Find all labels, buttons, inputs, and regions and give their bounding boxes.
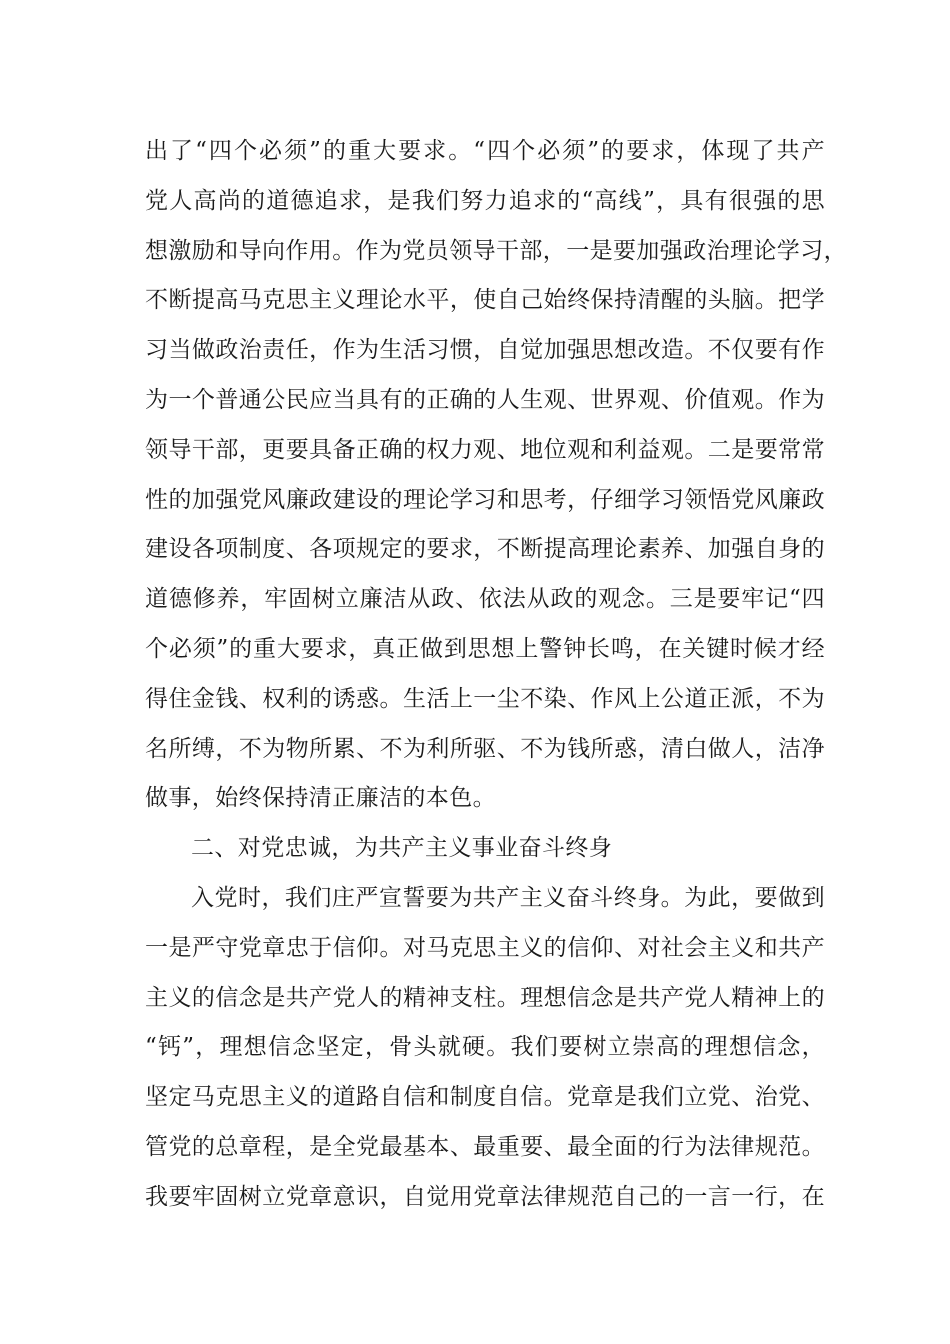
- text-line: 得住金钱、权利的诱惑。生活上一尘不染、作风上公道正派，不为: [145, 685, 825, 712]
- text-line: 一是严守党章忠于信仰。对马克思主义的信仰、对社会主义和共产: [145, 934, 825, 961]
- text-line: 管党的总章程，是全党最基本、最重要、最全面的行为法律规范。: [145, 1133, 825, 1160]
- document-body: [145, 127, 847, 1223]
- text-line: 不断提高马克思主义理论水平，使自己始终保持清醒的头脑。把学: [145, 287, 825, 314]
- text-line: 为一个普通公民应当具有的正确的人生观、世界观、价值观。作为: [145, 386, 825, 413]
- text-line: 做事，始终保持清正廉洁的本色。: [145, 785, 496, 812]
- text-line: 领导干部，更要具备正确的权力观、地位观和利益观。二是要常常: [145, 436, 825, 463]
- text-line: 道德修养，牢固树立廉洁从政、依法从政的观念。三是要牢记“四: [145, 586, 825, 613]
- text-line: 性的加强党风廉政建设的理论学习和思考，仔细学习领悟党风廉政: [145, 486, 825, 513]
- text-line: “钙”，理想信念坚定，骨头就硬。我们要树立崇高的理想信念，: [145, 1034, 825, 1061]
- text-line: 坚定马克思主义的道路自信和制度自信。党章是我们立党、治党、: [145, 1084, 825, 1111]
- text-line: 我要牢固树立党章意识，自觉用党章法律规范自己的一言一行，在: [145, 1183, 825, 1210]
- text-line: 主义的信念是共产党人的精神支柱。理想信念是共产党人精神上的: [145, 984, 825, 1011]
- text-line: 党人高尚的道德追求，是我们努力追求的“高线”，具有很强的思: [145, 187, 825, 214]
- text-line: 个必须”的重大要求，真正做到思想上警钟长鸣，在关键时候才经: [145, 635, 825, 662]
- text-line: 入党时，我们庄严宣誓要为共产主义奋斗终身。为此，要做到: [191, 884, 825, 911]
- text-line: 出了“四个必须”的重大要求。“四个必须”的要求，体现了共产: [145, 138, 825, 164]
- text-line: 名所缚，不为物所累、不为利所驱、不为钱所惑，清白做人，洁净: [145, 735, 825, 762]
- text-line: 想激励和导向作用。作为党员领导干部，一是要加强政治理论学习，: [145, 237, 847, 264]
- text-line: 建设各项制度、各项规定的要求，不断提高理论素养、加强自身的: [145, 536, 825, 563]
- section-heading: 二、对党忠诚，为共产主义事业奋斗终身: [191, 835, 613, 862]
- text-line: 习当做政治责任，作为生活习惯，自觉加强思想改造。不仅要有作: [145, 337, 825, 364]
